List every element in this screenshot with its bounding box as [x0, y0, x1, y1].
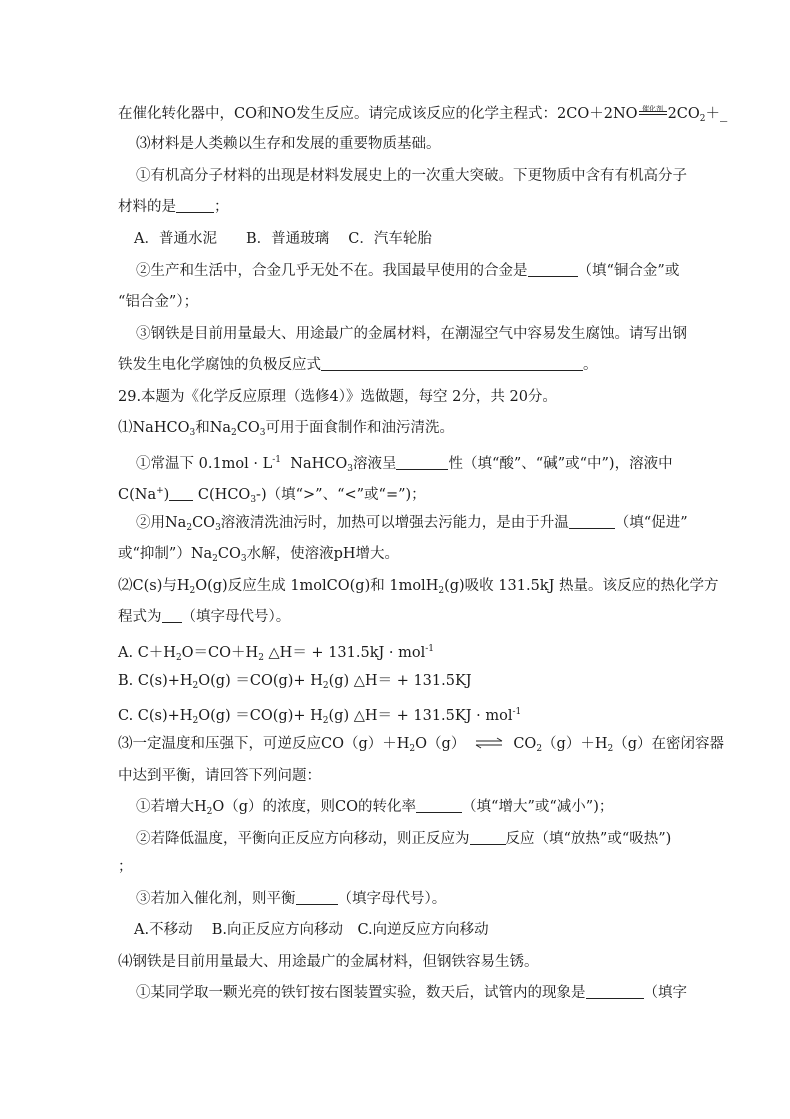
text: O(g)反应生成 1molCO(g)和 1molH: [195, 578, 439, 594]
text: C(HCO: [197, 487, 251, 503]
q29-1-2-line2: [118, 544, 399, 569]
q29-title: 29.本题为《化学反应原理（选修4）》选做题，每空 2分，共 20分。: [118, 389, 557, 405]
text: 反应（填“放热”或“吸热”): [505, 831, 672, 847]
q29-3-3-options: A.不移动 B.向正反应方向移动 C.向逆反应方向移动: [134, 922, 489, 938]
item-3-1-line2: [118, 197, 229, 217]
text: 水解，使溶液pH增大。: [246, 546, 400, 562]
text: O(g) ＝CO(g)+ H: [198, 708, 323, 724]
text: 溶液呈: [352, 456, 397, 472]
item-3-1-line1: ①有机高分子材料的出现是材料发展史上的一次重大突破。下更物质中含有有机高分子: [136, 168, 687, 184]
text: ⑵C(s)与H: [118, 578, 190, 594]
superscript: -1: [512, 707, 522, 717]
subscript: 3: [259, 428, 266, 438]
text: ①若增大H: [136, 799, 207, 815]
answer-blank[interactable]: [528, 262, 578, 277]
subscript: 2: [192, 716, 199, 726]
text: (g) △H＝ + 131.5KJ · mol: [328, 708, 513, 724]
text: △H＝ + 131.5kJ · mol: [268, 645, 426, 661]
reversible-arrow-icon: [475, 736, 503, 750]
text: 和Na: [195, 420, 232, 436]
text: 溶液清洗油污时，加热可以增强去污能力，是由于升温: [220, 515, 569, 531]
text: O＝CO＋H: [181, 645, 259, 661]
text: B. C(s)+H: [118, 673, 193, 689]
subscript: 2: [409, 744, 416, 754]
text: 或“抑制”）Na: [118, 546, 213, 562]
q29-part3-line1: [118, 734, 724, 759]
text: 。: [583, 357, 598, 373]
answer-blank[interactable]: [416, 798, 462, 813]
text: （填“增大”或“减小”)；: [462, 799, 614, 815]
text: CO: [217, 546, 241, 562]
subscript: 3: [240, 554, 247, 564]
q29-part2-line1: [118, 576, 719, 601]
text: ): [163, 487, 170, 503]
q29-part3-line2: 中达到平衡，请回答下列问题：: [118, 768, 321, 784]
text: ①某同学取一颗光亮的铁钉按右图装置实验，数天后，试管内的现象是: [136, 985, 586, 1001]
text: O（g）的浓度，则CO的转化率: [212, 799, 417, 815]
subscript: 2: [206, 807, 213, 817]
item-3-2-line2: “铝合金”）；: [118, 294, 199, 310]
subscript: 2: [212, 554, 218, 564]
text: （填字: [643, 985, 687, 1001]
text: 可用于面食制作和油污清洗。: [265, 420, 454, 436]
answer-blank[interactable]: [162, 608, 182, 623]
reaction-text: 在催化转化器中，CO和NO发生反应。请完成该反应的化学主程式：2CO＋2NO: [118, 106, 638, 122]
text: ③若加入催化剂，则平衡: [136, 891, 296, 907]
item-3-3-line2: [118, 355, 598, 375]
text: (g)吸收 131.5kJ 热量。该反应的热化学方: [444, 578, 719, 594]
text: (g) △H＝ + 131.5KJ: [328, 673, 472, 689]
answer-blank[interactable]: [586, 984, 644, 999]
answer-blank[interactable]: [470, 830, 506, 845]
subscript: 2: [189, 586, 196, 596]
text: CO: [513, 736, 537, 752]
answer-blank[interactable]: [176, 198, 214, 213]
text: O（g）: [415, 736, 466, 752]
option-b[interactable]: [118, 671, 472, 696]
text: ①常温下 0.1mol · L: [136, 456, 273, 472]
superscript: -1: [272, 455, 282, 465]
subscript: 2: [322, 681, 329, 691]
subscript: 2: [536, 744, 543, 754]
subscript: 3: [215, 523, 221, 533]
q29-3-2-line1: [136, 829, 671, 849]
answer-blank[interactable]: [296, 890, 338, 905]
subscript: 2: [607, 744, 614, 754]
text: 材料的是: [118, 199, 176, 215]
answer-blank[interactable]: [321, 356, 583, 371]
subscript: 2: [438, 586, 445, 596]
text: （g）＋H: [542, 736, 608, 752]
option-c[interactable]: [118, 702, 521, 731]
text: O(g) ＝CO(g)+ H: [198, 673, 323, 689]
subscript: 3: [250, 495, 257, 505]
subscript: 3: [189, 428, 196, 438]
section-3-title: ⑶材料是人类赖以生存和发展的重要物质基础。: [136, 136, 441, 152]
q29-part1: [118, 418, 454, 443]
text: ②用Na: [136, 515, 187, 531]
superscript: +: [156, 486, 164, 496]
text: ⑶一定温度和压强下，可逆反应CO（g）＋H: [118, 736, 410, 752]
text: ②生产和生活中，合金几乎无处不在。我国最早使用的合金是: [136, 263, 528, 279]
item-3-2-line1: [136, 261, 679, 281]
text: ②若降低温度，平衡向正反应方向移动，则正反应为: [136, 831, 470, 847]
q29-1-2-line1: [136, 513, 688, 538]
text: ；: [214, 199, 229, 215]
text: （填字母代号）。: [181, 609, 291, 625]
catalyst-label: 催化剂: [642, 105, 664, 113]
subscript: 2: [699, 114, 706, 124]
q29-part2-line2: [118, 607, 290, 627]
answer-blank[interactable]: [396, 455, 448, 470]
subscript: 2: [258, 653, 264, 663]
text: CO: [236, 420, 260, 436]
text: （g）在密闭容器: [613, 736, 725, 752]
superscript: -1: [425, 644, 435, 654]
subscript: 2: [192, 681, 199, 691]
subscript: 2: [175, 653, 182, 663]
q29-4-1: [136, 983, 687, 1003]
q29-part4: ⑷钢铁是目前用量最大、用途最广的金属材料，但钢铁容易生锈。: [118, 954, 539, 970]
text: CO: [192, 515, 216, 531]
q29-3-1: [136, 797, 613, 822]
text: （填字母代号）。: [337, 891, 447, 907]
q29-1-1-line1: [136, 450, 673, 479]
text: A. C＋H: [118, 645, 176, 661]
item-3-3-line1: ③钢铁是目前用量最大、用途最广的金属材料，在潮湿空气中容易发生腐蚀。请写出钢: [136, 326, 687, 342]
text: ⑴NaHCO: [118, 420, 190, 436]
text: 性（填“酸”、“碱”或“中”)，溶液中: [448, 456, 673, 472]
item-3-1-options: A．普通水泥 B．普通玻璃 C．汽车轮胎: [134, 231, 432, 247]
text: 程式为: [118, 609, 162, 625]
product-co2: 2CO: [667, 106, 700, 122]
option-a[interactable]: [118, 639, 434, 668]
reaction-line: [118, 102, 727, 129]
subscript: 2: [186, 523, 193, 533]
subscript: 2: [322, 716, 329, 726]
text: 铁发生电化学腐蚀的负极反应式: [118, 357, 321, 373]
q29-1-1-line2: [118, 481, 426, 510]
text: （填“促进”: [614, 515, 688, 531]
answer-blank[interactable]: [569, 514, 615, 529]
subscript: 3: [347, 464, 353, 474]
text: （填“铜合金”或: [577, 263, 680, 279]
q29-3-3: [136, 889, 446, 909]
text: -)（填“>”、“<”或“=”)；: [256, 487, 426, 503]
q29-3-2-line2: ；: [118, 859, 133, 875]
text: C(Na: [118, 487, 157, 503]
product-blank: ＋_: [705, 106, 728, 122]
catalyst-arrow: [638, 102, 668, 120]
text: C. C(s)+H: [118, 708, 193, 724]
text: NaHCO: [290, 456, 348, 472]
subscript: 2: [231, 428, 237, 438]
answer-blank[interactable]: [169, 486, 193, 501]
